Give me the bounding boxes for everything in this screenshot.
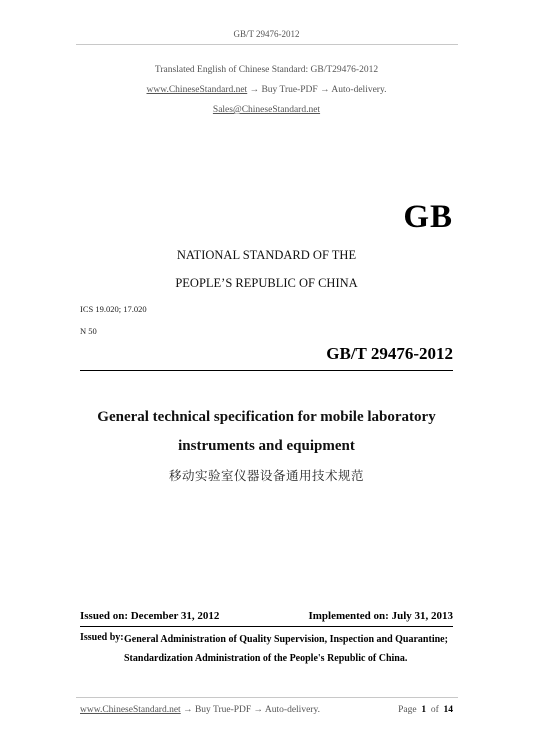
ccs-code: N 50 — [80, 326, 97, 336]
of-label: of — [430, 705, 439, 715]
gb-mark: GB — [403, 199, 453, 235]
page-number: 1 — [421, 705, 427, 715]
issued-by-body — [124, 632, 452, 666]
arrow-icon: → — [317, 85, 332, 95]
issuer-2: Standardization Administration of the People's Republic of China. — [124, 653, 408, 664]
issued-by-label: Issued by: — [80, 632, 124, 643]
code-divider — [80, 370, 453, 371]
translation-note: Translated English of Chinese Standard: GB/T29476-2012 — [154, 65, 379, 75]
header-divider — [76, 44, 458, 45]
standard-code: GB/T 29476-2012 — [326, 344, 453, 363]
footer-divider — [76, 697, 458, 698]
running-header: GB/T 29476-2012 — [233, 29, 300, 39]
sales-email-link[interactable]: Sales@ChineseStandard.net — [212, 105, 321, 115]
page-label: Page — [398, 705, 417, 715]
issued-divider — [80, 626, 453, 627]
footer-chinesestandard-link[interactable]: www.ChineseStandard.net — [80, 705, 181, 715]
issuer-1: General Administration of Quality Supervision, Inspection and Quarantine; — [124, 634, 448, 645]
implemented-date: Implemented on: July 31, 2013 — [308, 610, 453, 622]
delivery-text: Auto-delivery. — [331, 85, 387, 95]
purchase-line — [0, 85, 533, 95]
page-indicator — [398, 705, 453, 715]
national-standard-line-2: PEOPLE’S REPUBLIC OF CHINA — [175, 276, 358, 290]
issued-date: Issued on: December 31, 2012 — [80, 610, 220, 622]
footer-purchase-line — [80, 705, 320, 715]
page-total: 14 — [443, 705, 453, 715]
ics-code: ICS 19.020; 17.020 — [80, 304, 147, 314]
title-line-2: instruments and equipment — [178, 438, 355, 454]
email-line — [0, 105, 533, 115]
footer-rest: → Buy True-PDF → Auto-delivery. — [180, 705, 320, 715]
buy-text: Buy True-PDF — [261, 85, 318, 95]
arrow-icon: → — [247, 85, 262, 95]
national-standard-line-1: NATIONAL STANDARD OF THE — [176, 248, 357, 262]
title-line-1: General technical specification for mobile laboratory — [97, 409, 436, 425]
title-chinese: 移动实验室仪器设备通用技术规范 — [168, 468, 364, 483]
chinesestandard-link[interactable]: www.ChineseStandard.net — [146, 85, 248, 95]
